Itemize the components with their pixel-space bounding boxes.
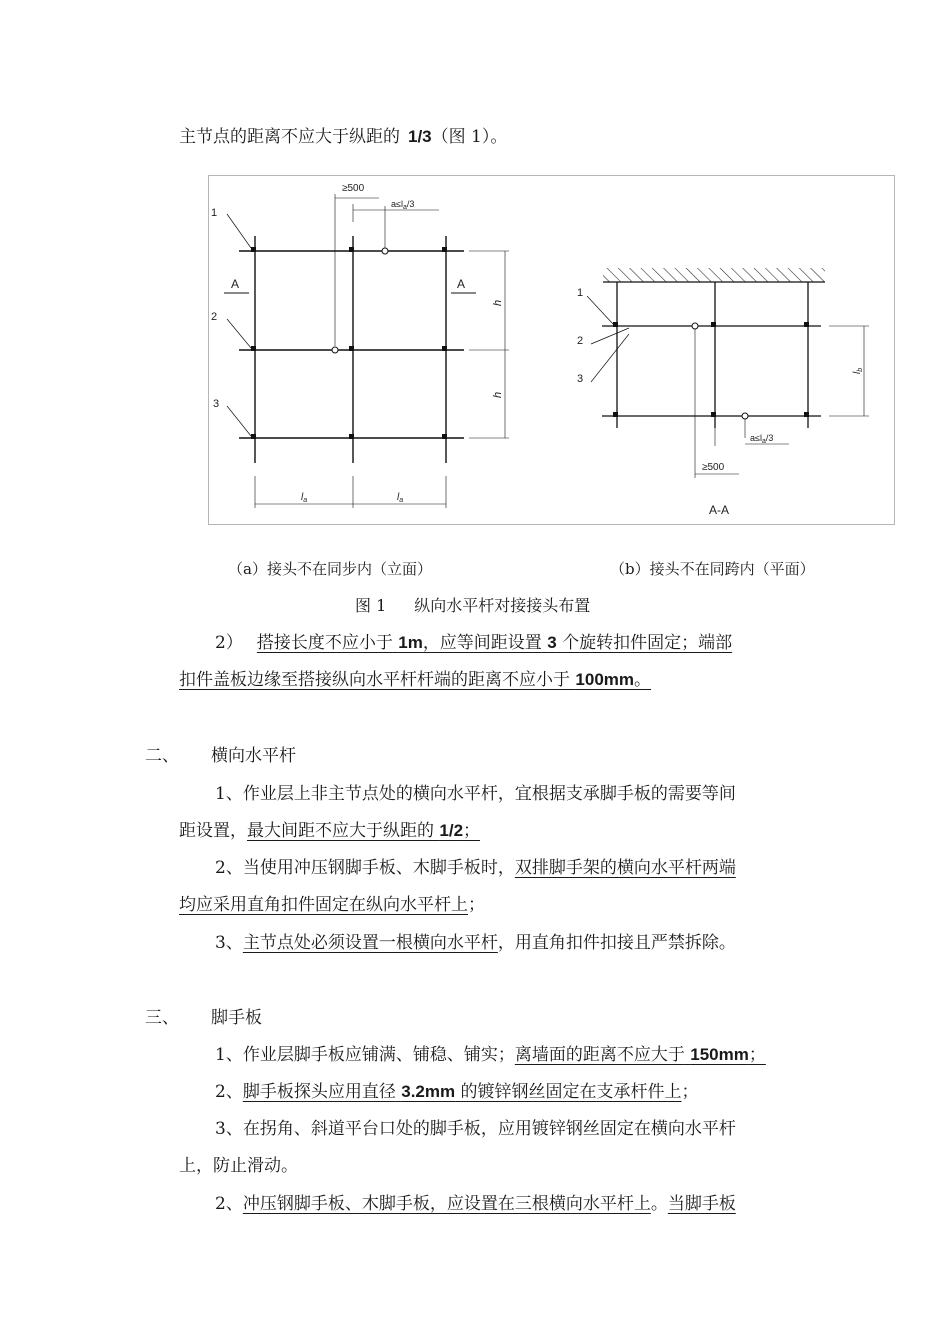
dim-a-a: $a\le l_a/3$	[391, 199, 415, 211]
dim-top-a: ≥500	[342, 183, 365, 194]
section3-p4: 2、冲压钢脚手板、木脚手板，应设置在三根横向水平杆上。当脚手板	[215, 1194, 736, 1214]
diagram-a-elevation	[224, 194, 509, 508]
item2-line1: 2） 搭接长度不应小于 1m，应等间距设置 3 个旋转扣件固定；端部	[215, 633, 733, 653]
intro-value: 1/3	[408, 127, 432, 146]
la-label-right: $l_a$	[397, 492, 404, 504]
section2-title: 横向水平杆	[211, 746, 296, 766]
joint-marker	[332, 347, 338, 353]
joint-marker	[742, 413, 748, 419]
caption-b: （b）接头不在同跨内（平面）	[610, 560, 815, 578]
callout-1: 1	[211, 207, 218, 219]
section2-p2-line1: 2、当使用冲压钢脚手板、木脚手板时，双排脚手架的横向水平杆两端	[215, 858, 736, 878]
intro-line: 主节点的距离不应大于纵距的 1/3（图 1）。	[179, 127, 508, 147]
h-label-upper: h	[492, 299, 504, 306]
section2-p2-line2: 均应采用直角扣件固定在纵向水平杆上；	[179, 895, 485, 915]
joint-marker	[382, 248, 388, 254]
dim-bottom-b: ≥500	[702, 462, 725, 473]
item2-line2: 扣件盖板边缘至搭接纵向水平杆杆端的距离不应小于 100mm。	[179, 670, 652, 690]
section2-heading: 二、 横向水平杆	[145, 746, 296, 766]
section3-heading: 三、 脚手板	[145, 1008, 262, 1028]
section3-title: 脚手板	[211, 1008, 262, 1028]
section3-p2: 2、脚手板探头应用直径 3.2mm 的镀锌钢丝固定在支承杆件上；	[215, 1082, 699, 1102]
figure-drawing	[209, 176, 894, 524]
figure-title: 图 1 纵向水平杆对接接头布置	[355, 596, 591, 615]
figure-1	[208, 175, 895, 525]
diagram-b-plan	[587, 268, 869, 478]
callout-b-1: 1	[577, 287, 584, 299]
joint-marker	[692, 323, 698, 329]
section3-p3-line1: 3、在拐角、斜道平台口处的脚手板，应用镀锌钢丝固定在横向水平杆	[215, 1119, 736, 1139]
section3-p1: 1、作业层脚手板应铺满、铺稳、铺实；离墙面的距离不应大于 150mm；	[215, 1045, 766, 1065]
lb-label: $l_b$	[852, 367, 864, 374]
diagram-b-labels	[577, 287, 864, 517]
h-label-lower: h	[492, 391, 504, 398]
dim-a-b: $a\le l_a/3$	[750, 433, 774, 445]
section-title-b: A-A	[709, 503, 730, 517]
section-mark-left: A	[231, 277, 240, 291]
callout-2: 2	[211, 311, 218, 323]
callout-3: 3	[213, 398, 220, 410]
la-label-left: $l_a$	[301, 492, 308, 504]
callout-b-2: 2	[577, 335, 584, 347]
section-mark-right: A	[457, 277, 466, 291]
section2-p1-line1: 1、作业层上非主节点处的横向水平杆，宜根据支承脚手板的需要等间	[215, 784, 736, 804]
callout-b-3: 3	[577, 373, 584, 385]
section2-p1-line2: 距设置，最大间距不应大于纵距的 1/2；	[179, 821, 481, 841]
section3-p3-line2: 上，防止滑动。	[179, 1156, 298, 1176]
caption-a: （a）接头不在同步内（立面）	[228, 560, 432, 578]
wall-hatch	[603, 268, 825, 282]
section2-p3: 3、主节点处必须设置一根横向水平杆，用直角扣件扣接且严禁拆除。	[215, 933, 736, 953]
